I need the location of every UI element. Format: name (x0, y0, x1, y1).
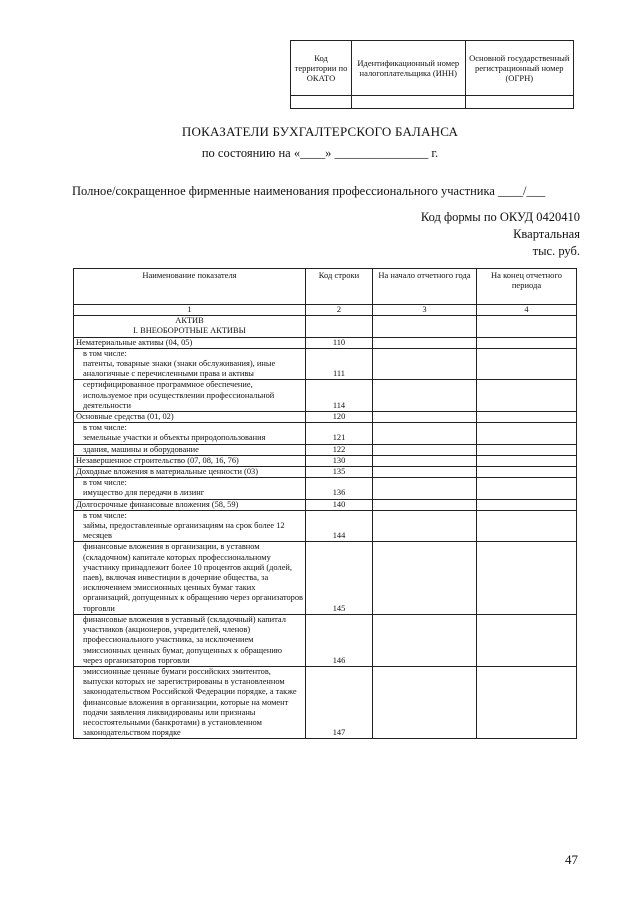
table-row (74, 380, 577, 412)
page-number: 47 (565, 852, 578, 867)
header-end-of-period: На конец отчетного периода (477, 269, 577, 305)
end-of-period-cell[interactable] (477, 478, 577, 499)
end-of-period-cell[interactable] (477, 614, 577, 666)
row-indicator-name: АКТИВ I. ВНЕОБОРОТНЫЕ АКТИВЫ (74, 316, 306, 337)
table-row (74, 666, 577, 738)
end-of-period-cell[interactable] (477, 455, 577, 466)
row-line-code: 121 (306, 423, 373, 444)
table-row (74, 478, 577, 499)
units: тыс. руб. (532, 244, 580, 258)
col-number: 3 (373, 305, 477, 316)
row-indicator-name: в том числе: займы, предоставленные организациям на срок более 12 месяцев (74, 510, 306, 542)
ogrn-header: Основной государственный регистрационный номер (ОГРН) (465, 41, 573, 96)
start-of-year-cell[interactable] (373, 467, 477, 478)
okato-value-cell[interactable] (291, 96, 352, 109)
row-indicator-name: в том числе: земельные участки и объекты природопользования (74, 423, 306, 444)
row-line-code: 147 (306, 666, 373, 738)
document-title: ПОКАЗАТЕЛИ БУХГАЛТЕРСКОГО БАЛАНСА (181, 124, 459, 139)
row-indicator-name: финансовые вложения в уставный (складочный) капитал участников (акционеров, учредителей, членов) профессионального участника, за исключением эмиссионных ценных бумаг, допущенных к обращению через организаторов торговли (74, 614, 306, 666)
end-of-period-cell[interactable] (477, 337, 577, 348)
header-start-of-year: На начало отчетного года (373, 269, 477, 305)
row-indicator-name: Нематериальные активы (04, 05) (74, 337, 306, 348)
end-of-period-cell[interactable] (477, 542, 577, 614)
table-row (74, 444, 577, 455)
start-of-year-cell[interactable] (373, 348, 477, 380)
row-indicator-name: Долгосрочные финансовые вложения (58, 59) (74, 499, 306, 510)
row-indicator-name: финансовые вложения в организации, в уставном (складочном) капитале которых профессиональному участнику принадлежит более 10 процентов акций (долей, паев), включая инвестиции в дочерние общества, за исключением эмиссионных ценных бумаг таких организаций, допущенных к обращению через организаторов торговли (74, 542, 306, 614)
end-of-period-cell[interactable] (477, 423, 577, 444)
start-of-year-cell[interactable] (373, 499, 477, 510)
row-line-code: 144 (306, 510, 373, 542)
table-row (74, 412, 577, 423)
start-of-year-cell[interactable] (373, 614, 477, 666)
end-of-period-cell[interactable] (477, 348, 577, 380)
row-line-code: 130 (306, 455, 373, 466)
balance-indicators-table (73, 268, 577, 739)
participant-name-line: Полное/сокращенное фирменные наименования профессионального участника ____/___ (72, 184, 546, 198)
row-indicator-name: в том числе: патенты, товарные знаки (знаки обслуживания), иные аналогичные с перечисленными права и активы (74, 348, 306, 380)
start-of-year-cell[interactable] (373, 542, 477, 614)
row-line-code: 114 (306, 380, 373, 412)
col-number: 4 (477, 305, 577, 316)
table-row (74, 499, 577, 510)
row-indicator-name: Основные средства (01, 02) (74, 412, 306, 423)
table-row (74, 542, 577, 614)
row-line-code: 140 (306, 499, 373, 510)
col-number: 2 (306, 305, 373, 316)
end-of-period-cell[interactable] (477, 510, 577, 542)
end-of-period-cell[interactable] (477, 316, 577, 337)
inn-header: Идентификационный номер налогоплательщика (ИНН) (352, 41, 466, 96)
row-indicator-name: в том числе: имущество для передачи в лизинг (74, 478, 306, 499)
row-indicator-name: эмиссионные ценные бумаги российских эмитентов, выпуски которых не зарегистрированы в установленном законодательством Российской Федерации порядке, а также финансовые вложения в организации, которые на момент подачи заявления ликвидированы или признаны несостоятельными (банкротами) в установленном законодательством порядке (74, 666, 306, 738)
row-line-code: 145 (306, 542, 373, 614)
start-of-year-cell[interactable] (373, 444, 477, 455)
start-of-year-cell[interactable] (373, 510, 477, 542)
start-of-year-cell[interactable] (373, 380, 477, 412)
start-of-year-cell[interactable] (373, 478, 477, 499)
end-of-period-cell[interactable] (477, 467, 577, 478)
header-indicator-name: Наименование показателя (74, 269, 306, 305)
row-line-code: 135 (306, 467, 373, 478)
row-line-code: 111 (306, 348, 373, 380)
start-of-year-cell[interactable] (373, 316, 477, 337)
row-line-code: 146 (306, 614, 373, 666)
row-indicator-name: Доходные вложения в материальные ценности (03) (74, 467, 306, 478)
row-line-code (306, 316, 373, 337)
end-of-period-cell[interactable] (477, 499, 577, 510)
ogrn-value-cell[interactable] (465, 96, 573, 109)
end-of-period-cell[interactable] (477, 380, 577, 412)
table-row (74, 423, 577, 444)
table-row (74, 316, 577, 337)
table-row (74, 510, 577, 542)
row-line-code: 122 (306, 444, 373, 455)
okato-header: Код территории по ОКАТО (291, 41, 352, 96)
row-indicator-name: Незавершенное строительство (07, 08, 16, 76) (74, 455, 306, 466)
start-of-year-cell[interactable] (373, 455, 477, 466)
start-of-year-cell[interactable] (373, 666, 477, 738)
inn-value-cell[interactable] (352, 96, 466, 109)
header-line-code: Код строки (306, 269, 373, 305)
start-of-year-cell[interactable] (373, 412, 477, 423)
periodicity: Квартальная (513, 227, 580, 241)
row-line-code: 136 (306, 478, 373, 499)
row-indicator-name: сертифицированное программное обеспечение, используемое при осуществлении профессиональной деятельности (74, 380, 306, 412)
end-of-period-cell[interactable] (477, 444, 577, 455)
table-body (74, 316, 577, 739)
row-line-code: 110 (306, 337, 373, 348)
col-number: 1 (74, 305, 306, 316)
end-of-period-cell[interactable] (477, 666, 577, 738)
table-row (74, 614, 577, 666)
table-row (74, 337, 577, 348)
table-row (74, 467, 577, 478)
row-indicator-name: здания, машины и оборудование (74, 444, 306, 455)
start-of-year-cell[interactable] (373, 337, 477, 348)
start-of-year-cell[interactable] (373, 423, 477, 444)
end-of-period-cell[interactable] (477, 412, 577, 423)
row-line-code: 120 (306, 412, 373, 423)
table-row (74, 455, 577, 466)
date-line: по состоянию на «____» _______________ г. (201, 146, 439, 160)
registration-codes-table (290, 40, 574, 109)
form-code: Код формы по ОКУД 0420410 (420, 210, 580, 224)
table-row (74, 348, 577, 380)
